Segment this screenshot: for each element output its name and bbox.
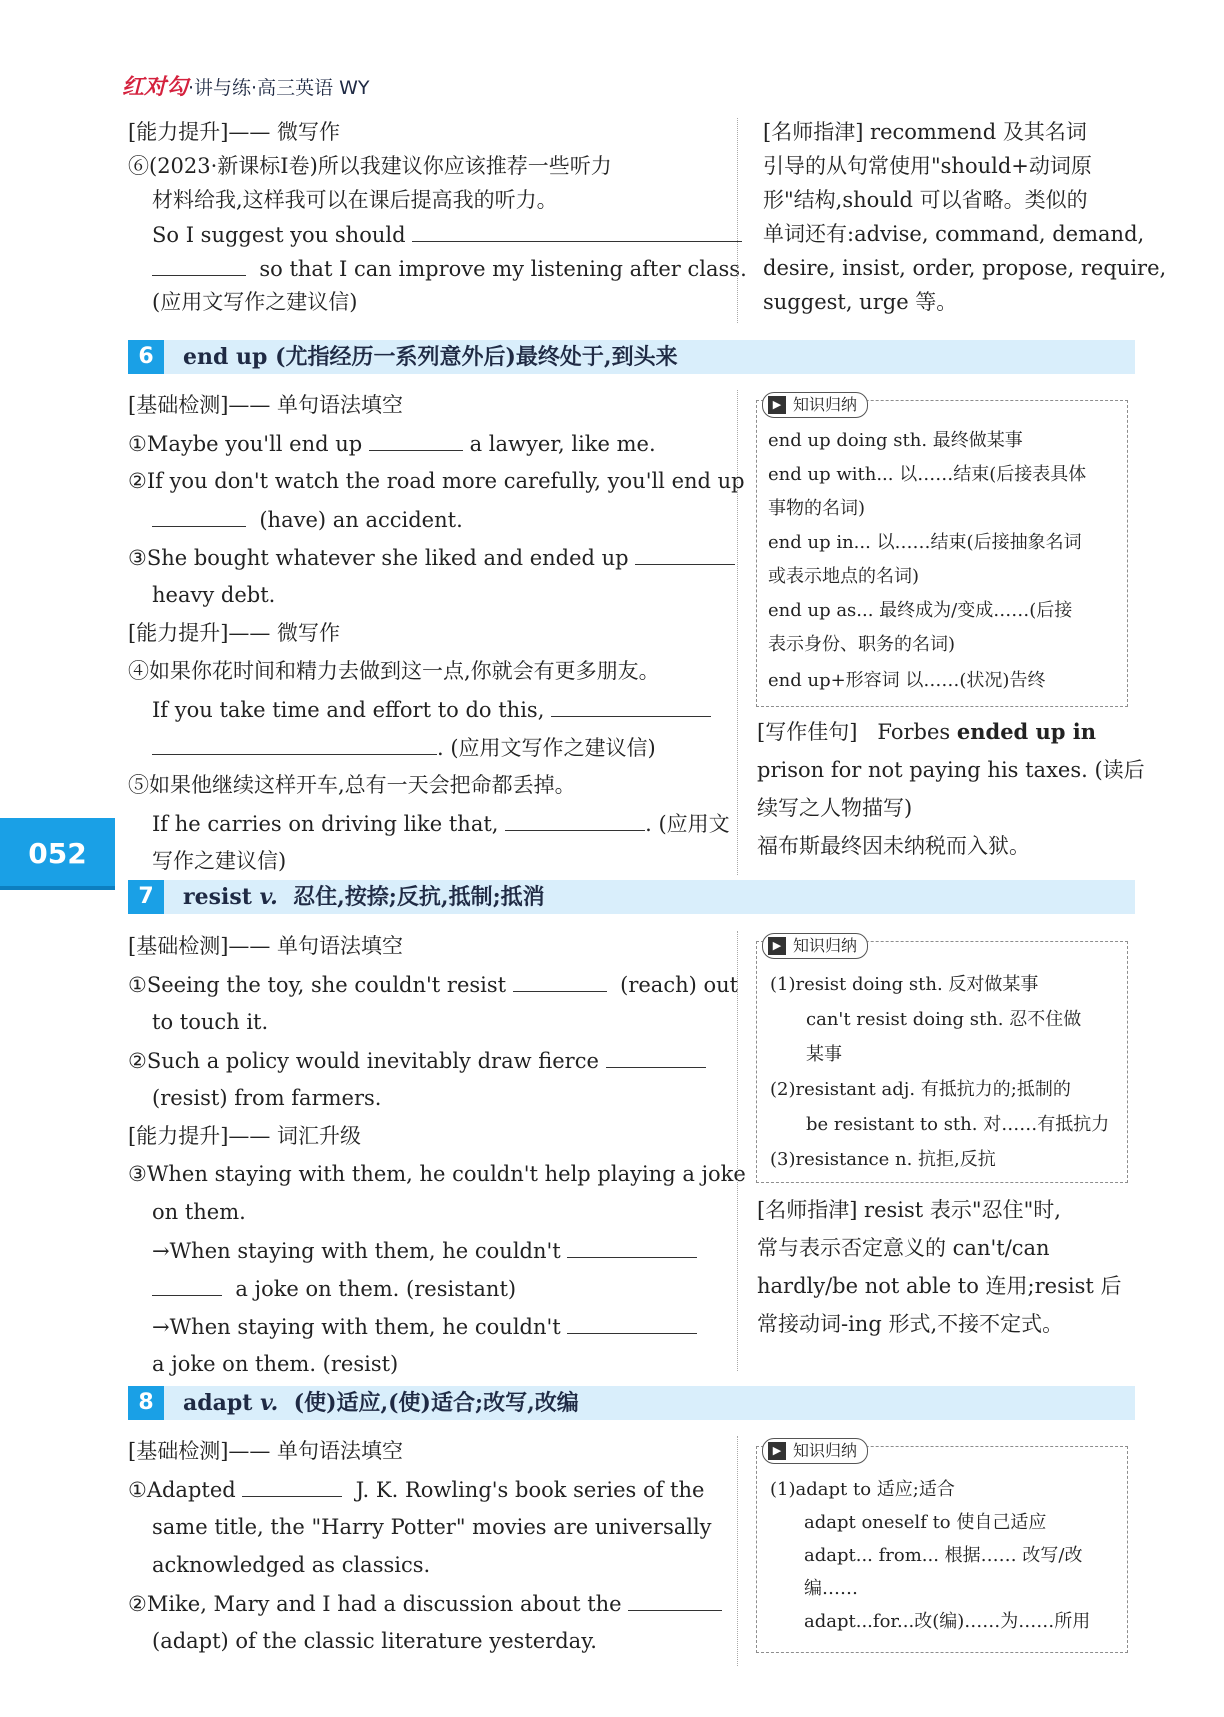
question-prompt: If you take time and effort to do this, — [152, 698, 545, 722]
question-text — [128, 1588, 722, 1619]
question-text: 材料给我,这样我可以在课后提高我的听力。 — [152, 188, 558, 212]
question-prompt: so that I can improve my listening after class. — [259, 257, 747, 281]
question-prompt: →When staying with them, he couldn't — [152, 1239, 561, 1263]
question-text: (adapt) of the classic literature yesterday. — [152, 1629, 597, 1653]
question-text: on them. — [152, 1200, 246, 1224]
knowledge-item: can't resist doing sth. 忍不住做 — [806, 1009, 1082, 1030]
question-text — [152, 504, 463, 535]
knowledge-tag — [762, 933, 868, 959]
answer-blank[interactable] — [628, 1588, 722, 1611]
section-number: 8 — [128, 1386, 164, 1420]
section-title — [183, 340, 678, 374]
page-number: 052 — [0, 818, 115, 890]
play-icon: ▶ — [768, 1442, 786, 1460]
question-prompt: (have) an accident. — [259, 508, 463, 532]
knowledge-item: 表示身份、职务的名词) — [768, 634, 956, 655]
question-prompt: ①Seeing the toy, she couldn't resist — [128, 973, 507, 997]
question-text: a joke on them. (resist) — [152, 1352, 399, 1376]
tip-text: 单词还有:advise, command, demand, — [763, 222, 1145, 246]
answer-blank[interactable] — [152, 1273, 222, 1296]
tip-text: hardly/be not able to 连用;resist 后 — [757, 1274, 1122, 1298]
tip-text: 常与表示否定意义的 can't/can — [757, 1236, 1050, 1260]
answer-blank[interactable] — [242, 1474, 342, 1497]
running-header — [122, 74, 370, 101]
tip-text: 引导的从句常使用"should+动词原 — [763, 154, 1092, 178]
section-number: 6 — [128, 340, 164, 374]
answer-blank[interactable] — [412, 219, 742, 242]
question-text: heavy debt. — [152, 583, 276, 607]
question-text: ③When staying with them, he couldn't help playing a joke — [128, 1162, 746, 1186]
sample-highlight: ended up in — [956, 719, 1097, 744]
question-text — [152, 694, 711, 725]
answer-blank[interactable] — [152, 732, 437, 755]
question-prompt: (reach) out — [620, 973, 739, 997]
section-title — [183, 1386, 579, 1420]
question-text — [152, 1273, 516, 1304]
question-prompt: ②Mike, Mary and I had a discussion about the — [128, 1592, 622, 1616]
knowledge-item: (2)resistant adj. 有抵抗力的;抵制的 — [770, 1079, 1071, 1100]
answer-blank[interactable] — [567, 1235, 697, 1258]
tip-text: suggest, urge 等。 — [763, 290, 958, 314]
answer-blank[interactable] — [513, 969, 607, 992]
question-text — [128, 1474, 704, 1505]
knowledge-item: end up doing sth. 最终做某事 — [768, 430, 1023, 451]
sample-translation: 福布斯最终因未纳税而入狱。 — [757, 834, 1030, 858]
section-6-header — [128, 340, 1135, 374]
question-prompt: a joke on them. (resistant) — [235, 1277, 517, 1301]
ability-title: [能力提升]—— 微写作 — [128, 621, 341, 645]
question-text: acknowledged as classics. — [152, 1553, 431, 1577]
tip-text: [名师指津] recommend 及其名词 — [763, 120, 1087, 144]
question-text: same title, the "Harry Potter" movies are universally — [152, 1515, 712, 1539]
play-icon: ▶ — [768, 396, 786, 414]
knowledge-item: end up+形容词 以……(状况)告终 — [768, 670, 1046, 691]
knowledge-title: 知识归纳 — [793, 1441, 858, 1460]
question-text — [152, 253, 747, 284]
headword-meaning: (使)适应,(使)适合;改写,改编 — [293, 1390, 579, 1416]
section-7-header — [128, 880, 1135, 914]
column-divider — [737, 118, 738, 323]
knowledge-title: 知识归纳 — [793, 395, 858, 414]
knowledge-item: 事物的名词) — [768, 498, 866, 519]
column-divider — [737, 1436, 738, 1666]
question-prompt: ②Such a policy would inevitably draw fierce — [128, 1049, 599, 1073]
sample-text: prison for not paying his taxes. (读后 — [757, 758, 1145, 782]
knowledge-item: adapt oneself to 使自己适应 — [804, 1512, 1047, 1533]
question-text: ⑥(2023·新课标Ⅰ卷)所以我建议你应该推荐一些听力 — [128, 154, 612, 178]
answer-blank[interactable] — [505, 808, 645, 831]
column-divider — [737, 390, 738, 875]
headword: resist — [183, 884, 252, 910]
knowledge-item: 编…… — [804, 1578, 858, 1599]
question-text — [128, 542, 735, 573]
question-text — [152, 1311, 697, 1342]
question-source: . (应用文 — [645, 812, 730, 836]
knowledge-item: (1)resist doing sth. 反对做某事 — [770, 974, 1039, 995]
question-text: ④如果你花时间和精力去做到这一点,你就会有更多朋友。 — [128, 659, 660, 683]
question-prompt: So I suggest you should — [152, 223, 406, 247]
knowledge-title: 知识归纳 — [793, 936, 858, 955]
knowledge-item: end up as... 最终成为/变成……(后接 — [768, 600, 1073, 621]
section-8-header — [128, 1386, 1135, 1420]
answer-blank[interactable] — [635, 542, 735, 565]
sample-text: Forbes — [877, 720, 951, 744]
basic-title: [基础检测]—— 单句语法填空 — [128, 934, 404, 958]
part-of-speech: v. — [259, 884, 278, 910]
question-text — [128, 969, 738, 1000]
knowledge-tag — [762, 392, 868, 418]
section-title — [183, 880, 545, 914]
answer-blank[interactable] — [567, 1311, 697, 1334]
tip-text: desire, insist, order, propose, require, — [763, 256, 1167, 280]
knowledge-item: (3)resistance n. 抗拒,反抗 — [770, 1149, 996, 1170]
knowledge-item: (1)adapt to 适应;适合 — [770, 1479, 955, 1500]
question-source: . (应用文写作之建议信) — [437, 736, 656, 760]
question-text — [152, 1235, 697, 1266]
page-tab-underline — [0, 886, 115, 890]
question-text: to touch it. — [152, 1010, 269, 1034]
tip-text: 形"结构,should 可以省略。类似的 — [763, 188, 1088, 212]
knowledge-item: be resistant to sth. 对……有抵抗力 — [806, 1114, 1110, 1135]
answer-blank[interactable] — [152, 253, 246, 276]
ability-title: [能力提升]—— 词汇升级 — [128, 1124, 362, 1148]
answer-blank[interactable] — [606, 1045, 706, 1068]
basic-title: [基础检测]—— 单句语法填空 — [128, 1439, 404, 1463]
writing-label: [写作佳句] — [757, 720, 858, 744]
brand-logo: 红对勾 — [122, 75, 189, 100]
basic-title: [基础检测]—— 单句语法填空 — [128, 393, 404, 417]
writing-sample — [757, 717, 1096, 747]
tip-text: 常接动词-ing 形式,不接不定式。 — [757, 1312, 1064, 1336]
series-title: ·讲与练·高三英语 WY — [188, 77, 370, 99]
ability-title: [能力提升]—— 微写作 — [128, 120, 341, 144]
headword-meaning: 忍住,按捺;反抗,抵制;抵消 — [293, 884, 545, 910]
question-source: (应用文写作之建议信) — [152, 290, 358, 314]
knowledge-item: 某事 — [806, 1044, 842, 1065]
headword-meaning: (尤指经历一系列意外后)最终处于,到头来 — [275, 344, 678, 370]
sample-text: 续写之人物描写) — [757, 796, 913, 820]
question-text — [152, 732, 656, 763]
question-prompt: ①Adapted — [128, 1478, 236, 1502]
section-number: 7 — [128, 880, 164, 914]
column-divider — [737, 931, 738, 1371]
question-text — [152, 808, 730, 839]
question-prompt: ③She bought whatever she liked and ended up — [128, 546, 629, 570]
question-text: (resist) from farmers. — [152, 1086, 382, 1110]
headword: end up — [183, 344, 268, 370]
question-text: ⑤如果他继续这样开车,总有一天会把命都丢掉。 — [128, 773, 576, 797]
play-icon: ▶ — [768, 937, 786, 955]
headword: adapt — [183, 1390, 253, 1416]
tip-text: [名师指津] resist 表示"忍住"时, — [757, 1198, 1061, 1222]
question-prompt: If he carries on driving like that, — [152, 812, 499, 836]
knowledge-item: adapt... from... 根据…… 改写/改 — [804, 1545, 1083, 1566]
question-text: ②If you don't watch the road more carefully, you'll end up — [128, 469, 745, 493]
answer-blank[interactable] — [369, 428, 463, 451]
answer-blank[interactable] — [152, 504, 246, 527]
question-text — [152, 219, 742, 250]
knowledge-item: adapt...for...改(编)……为……所用 — [804, 1611, 1091, 1632]
knowledge-item: end up with... 以……结束(后接表具体 — [768, 464, 1087, 485]
knowledge-item: end up in... 以……结束(后接抽象名词 — [768, 532, 1082, 553]
question-prompt: a lawyer, like me. — [469, 432, 656, 456]
answer-blank[interactable] — [551, 694, 711, 717]
knowledge-tag — [762, 1438, 868, 1464]
question-source: 写作之建议信) — [152, 849, 287, 873]
question-prompt: ①Maybe you'll end up — [128, 432, 363, 456]
part-of-speech: v. — [260, 1390, 279, 1416]
question-prompt: →When staying with them, he couldn't — [152, 1315, 561, 1339]
question-prompt: J. K. Rowling's book series of the — [355, 1478, 705, 1502]
knowledge-item: 或表示地点的名词) — [768, 566, 920, 587]
question-text — [128, 1045, 706, 1076]
question-text — [128, 428, 656, 459]
